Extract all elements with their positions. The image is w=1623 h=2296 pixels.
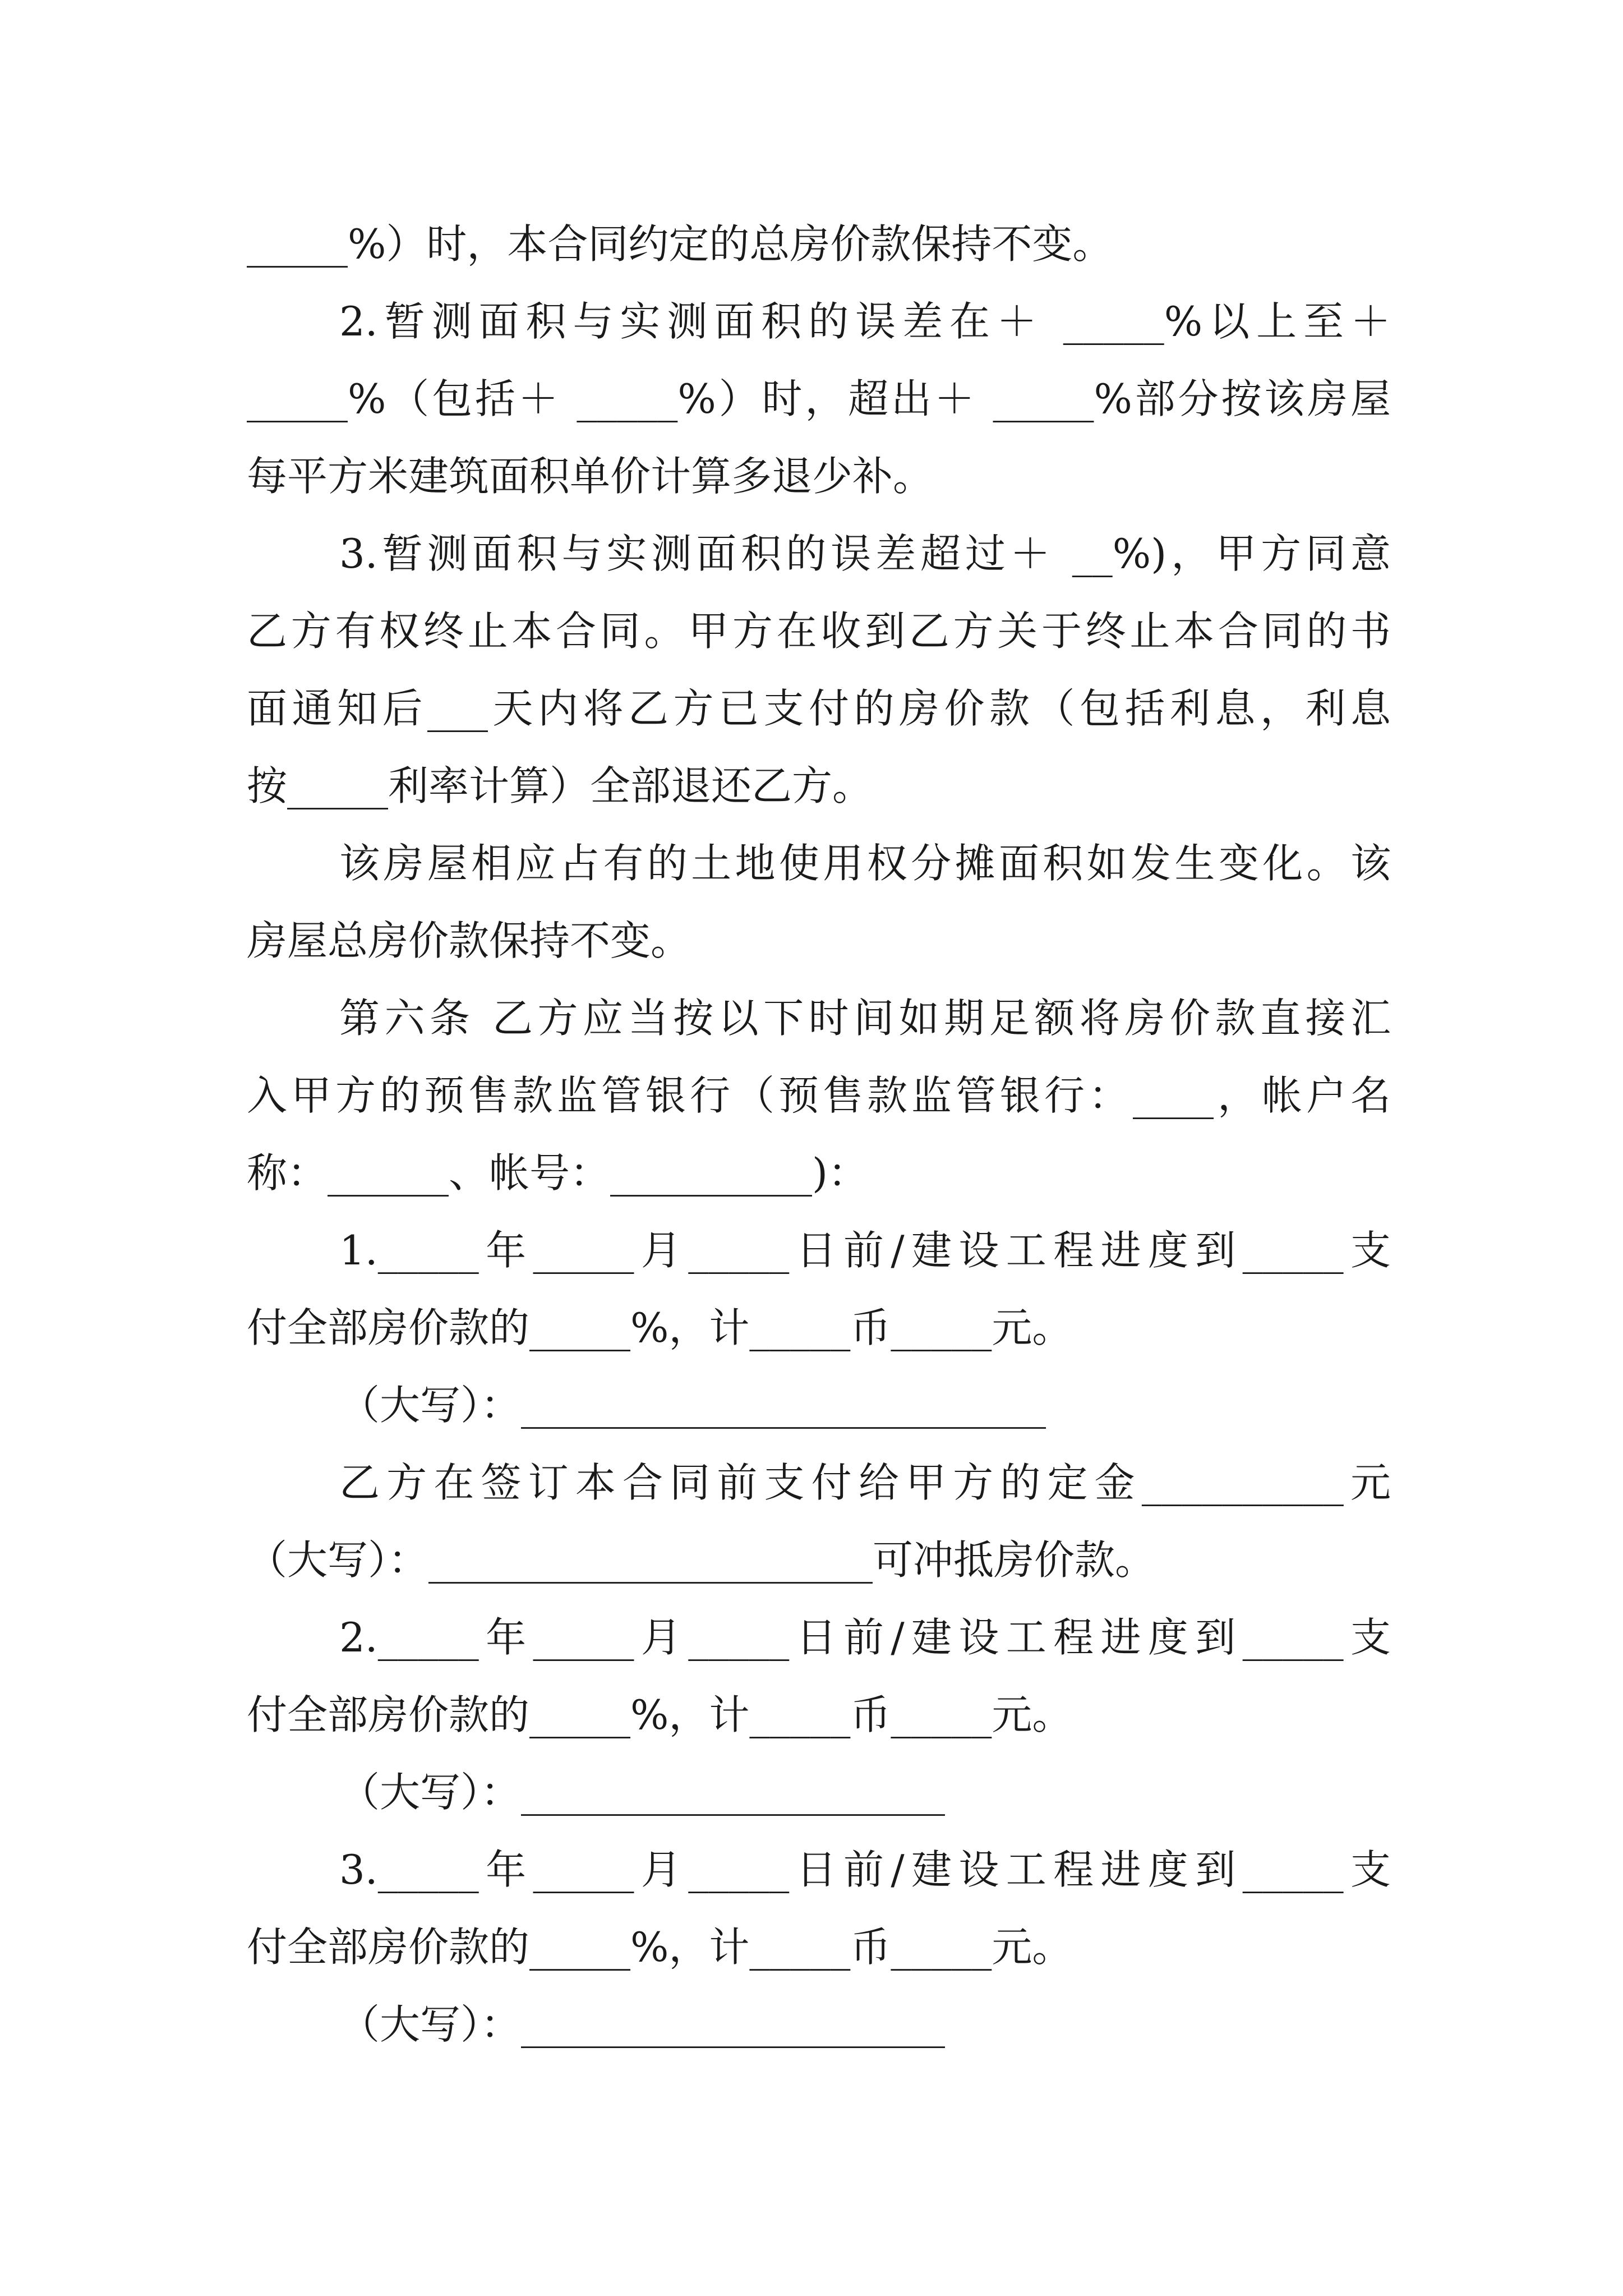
- text-line-18: （大写）：______________________可冲抵房价款。: [247, 1536, 1156, 1584]
- text-line-15: 付全部房价款的_____%，计_____币_____元。: [247, 1304, 1073, 1351]
- text-line-11: 第六条 乙方应当按以下时间如期足额将房价款直接汇: [339, 995, 1391, 1042]
- text-line-21: （大写）：_____________________: [339, 1769, 946, 1816]
- text-line-22: 3._____年_____月_____日前/建设工程进度到_____支: [339, 1846, 1391, 1893]
- text-line-19: 2._____年_____月_____日前/建设工程进度到_____支: [339, 1614, 1391, 1661]
- text-line-4: 每平方米建筑面积单价计算多退少补。: [247, 453, 934, 500]
- text-line-12: 入甲方的预售款监管银行（预售款监管银行：____，帐户名: [247, 1072, 1391, 1119]
- text-line-3: _____%（包括＋ _____%）时，超出＋ _____%部分按该房屋: [247, 375, 1391, 422]
- text-line-14: 1._____年_____月_____日前/建设工程进度到_____支: [339, 1227, 1391, 1274]
- text-line-6: 乙方有权终止本合同。甲方在收到乙方关于终止本合同的书: [247, 608, 1391, 655]
- text-line-7: 面通知后___天内将乙方已支付的房价款（包括利息，利息: [247, 685, 1391, 732]
- text-line-24: （大写）：_____________________: [339, 2001, 946, 2048]
- text-line-16: （大写）：__________________________: [339, 1382, 1046, 1429]
- text-line-2: 2.暂测面积与实测面积的误差在＋ _____%以上至＋: [339, 298, 1391, 345]
- text-line-8: 按_____利率计算）全部退还乙方。: [247, 762, 873, 809]
- text-line-17: 乙方在签订本合同前支付给甲方的定金__________元: [339, 1459, 1391, 1506]
- text-line-23: 付全部房价款的_____%，计_____币_____元。: [247, 1924, 1073, 1971]
- text-line-10: 房屋总房价款保持不变。: [247, 917, 691, 964]
- text-line-9: 该房屋相应占有的土地使用权分摊面积如发生变化。该: [339, 840, 1391, 887]
- text-line-1: _____%）时，本合同约定的总房价款保持不变。: [247, 220, 1113, 268]
- text-line-5: 3.暂测面积与实测面积的误差超过＋ __%)，甲方同意: [339, 530, 1391, 577]
- text-line-13: 称：______、帐号：__________)：: [247, 1149, 869, 1197]
- text-line-20: 付全部房价款的_____%，计_____币_____元。: [247, 1691, 1073, 1738]
